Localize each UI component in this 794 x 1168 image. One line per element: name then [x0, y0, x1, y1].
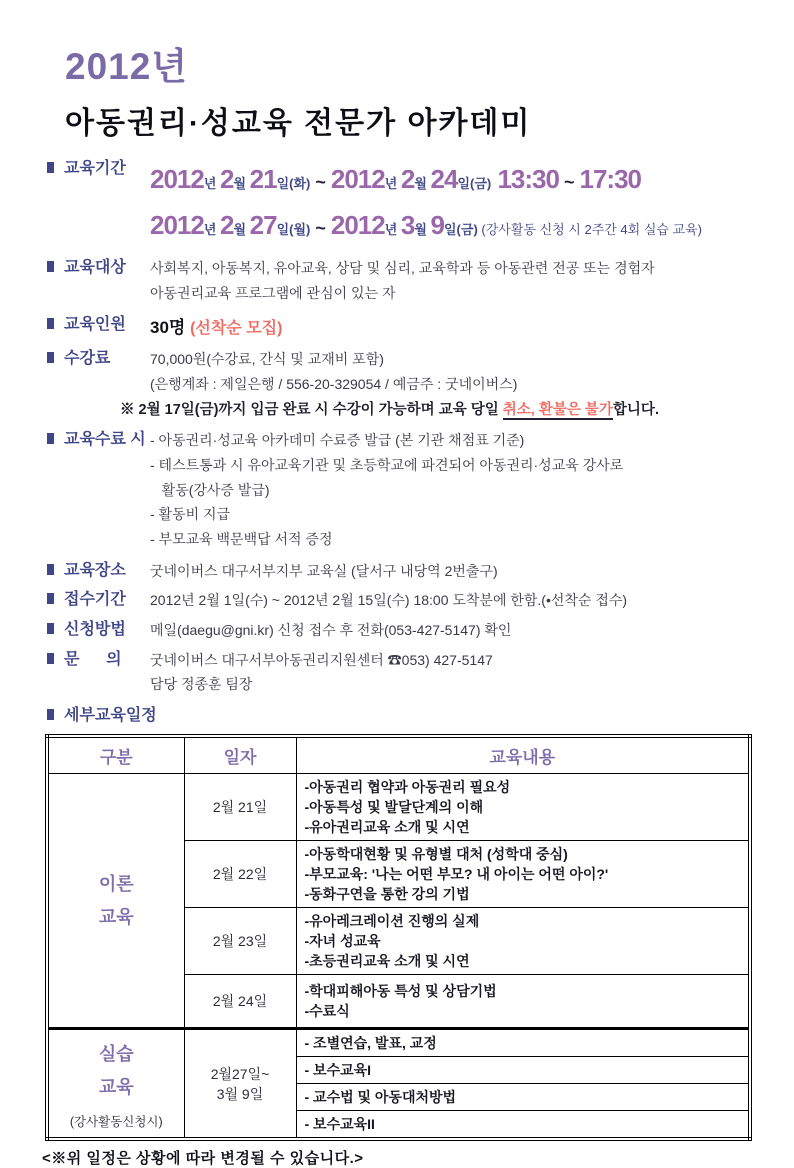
section-apply-period-content: 2012년 2월 1일(수) ~ 2012년 2월 15일(수) 18:00 도착분에 한함.(•선착순 접수) [150, 592, 628, 609]
section-apply-method-label: 신청방법 [64, 621, 126, 638]
practice-group-line: 실습 [98, 1043, 134, 1064]
page-title: 아동권리·성교육 전문가 아카데미 [65, 107, 532, 140]
section-period-label: 교육기간 [64, 160, 126, 177]
theory-group-line: 이론 [98, 873, 134, 894]
bullet-square-icon [47, 318, 54, 329]
section-completion-label: 교육수료 시 [64, 431, 146, 449]
theory-group-line: 교육 [98, 906, 134, 927]
section-apply-period [45, 589, 754, 612]
section-target [45, 257, 754, 306]
section-schedule-label: 세부교육일정 [64, 707, 157, 725]
section-capacity-content: 30명 (선착순 모집) [150, 317, 283, 337]
column-header-content: 교육내용 [296, 736, 750, 774]
column-header-date: 일자 [184, 736, 296, 774]
fee-refund-note: ※ 2월 17일(금)까지 입금 완료 시 수강이 가능하며 교육 당일 취소, 환불은 불가합니다. [120, 401, 659, 418]
content-cell: -아동학대현황 및 유형별 대처 (성학대 중심) -부모교육: '나는 어떤 부모? 내 아이는 어떤 아이?' -동화구연을 통한 강의 기법 [296, 841, 750, 908]
section-completion [45, 429, 754, 552]
date-cell: 2월 24일 [184, 975, 296, 1029]
section-apply-method [45, 619, 754, 642]
section-capacity [45, 314, 754, 342]
section-fee [45, 348, 754, 422]
section-contact [45, 649, 754, 698]
content-cell: -아동권리 협약과 아동권리 필요성 -아동특성 및 발달단계의 이해 -유아권리교육 소개 및 시연 [296, 774, 750, 841]
table-row [47, 1029, 750, 1057]
bullet-square-icon [47, 261, 54, 272]
period-line-2: 2012년 2월 27일(월) ~ 2012년 3월 9일(금) (강사활동 신청 시 2주간 4회 실습 교육) [150, 210, 702, 241]
date-cell: 2월 22일 [184, 841, 296, 908]
section-venue-content: 굿네이버스 대구서부지부 교육실 (달서구 내당역 2번출구) [150, 562, 498, 579]
bullet-square-icon [47, 433, 54, 444]
fee-line-2: (은행계좌 : 제일은행 / 556-20-329054 / 예금주 : 굿네이버스) [150, 376, 518, 393]
bullet-square-icon [47, 352, 54, 363]
bullet-square-icon [47, 709, 54, 720]
bullet-square-icon [47, 162, 54, 173]
section-capacity-label: 교육인원 [64, 315, 126, 333]
section-apply-period-label: 접수기간 [64, 591, 126, 609]
section-period-content [150, 158, 754, 250]
content-cell: - 조별연습, 발표, 교정 [296, 1029, 750, 1057]
table-header-row [47, 736, 750, 774]
fee-line-1: 70,000원(수강료, 간식 및 교재비 포함) [150, 351, 384, 368]
bullet-square-icon [47, 653, 54, 664]
period-line-1: 2012년 2월 21일(화) ~ 2012년 2월 24일(금) 13:30 ~ 17:30 [150, 164, 641, 194]
section-fee-label: 수강료 [64, 350, 111, 368]
section-target-content: 사회복지, 아동복지, 유아교육, 상담 및 심리, 교육학과 등 아동관련 전공 또는 경험자 아동권리교육 프로그램에 관심이 있는 자 [150, 260, 655, 301]
section-period [45, 158, 754, 250]
section-target-label: 교육대상 [64, 259, 126, 277]
content-cell: - 보수교육I [296, 1057, 750, 1084]
theory-group-cell [47, 774, 184, 1029]
section-apply-method-content: 메일(daegu@gni.kr) 신청 접수 후 전화(053-427-5147) 확인 [150, 622, 512, 638]
content-cell: - 교수법 및 아동대처방법 [296, 1084, 750, 1111]
bullet-square-icon [47, 623, 54, 634]
section-fee-content [120, 348, 754, 422]
section-completion-content: - 아동권리·성교육 아카데미 수료증 발급 (본 기관 채점표 기준) - 테스트통과 시 유아교육기관 및 초등학교에 파견되어 아동권리·성교육 강사로 활동(강사증 발급) - 활동비 지급 - 부모교육 백문백답 서적 증정 [150, 432, 624, 547]
practice-date-cell: 2월27일~ 3월 9일 [184, 1029, 296, 1140]
date-cell: 2월 21일 [184, 774, 296, 841]
column-header-category: 구분 [47, 736, 184, 774]
content-cell: -유아레크레이션 진행의 실제 -자녀 성교육 -초등권리교육 소개 및 시연 [296, 908, 750, 975]
section-venue [45, 560, 754, 583]
practice-group-subnote: (강사활동신청시) [69, 1114, 163, 1129]
practice-group-line: 교육 [98, 1076, 134, 1097]
date-cell: 2월 23일 [184, 908, 296, 975]
bullet-square-icon [47, 593, 54, 604]
section-contact-content: 굿네이버스 대구서부아동권리지원센터 ☎053) 427-5147 담당 정종훈 팀장 [150, 651, 493, 693]
schedule-table [45, 734, 752, 1142]
schedule-footnote: <※위 일정은 상황에 따라 변경될 수 있습니다.> [42, 1150, 364, 1168]
table-row [47, 774, 750, 841]
section-contact-label: 문 의 [64, 650, 122, 668]
content-cell: - 보수교육II [296, 1111, 750, 1140]
content-cell: -학대피해아동 특성 및 상담기법 -수료식 [296, 975, 750, 1029]
section-venue-label: 교육장소 [64, 561, 126, 579]
year-title: 2012년 [65, 46, 189, 87]
section-schedule-header [45, 705, 754, 727]
bullet-square-icon [47, 564, 54, 575]
